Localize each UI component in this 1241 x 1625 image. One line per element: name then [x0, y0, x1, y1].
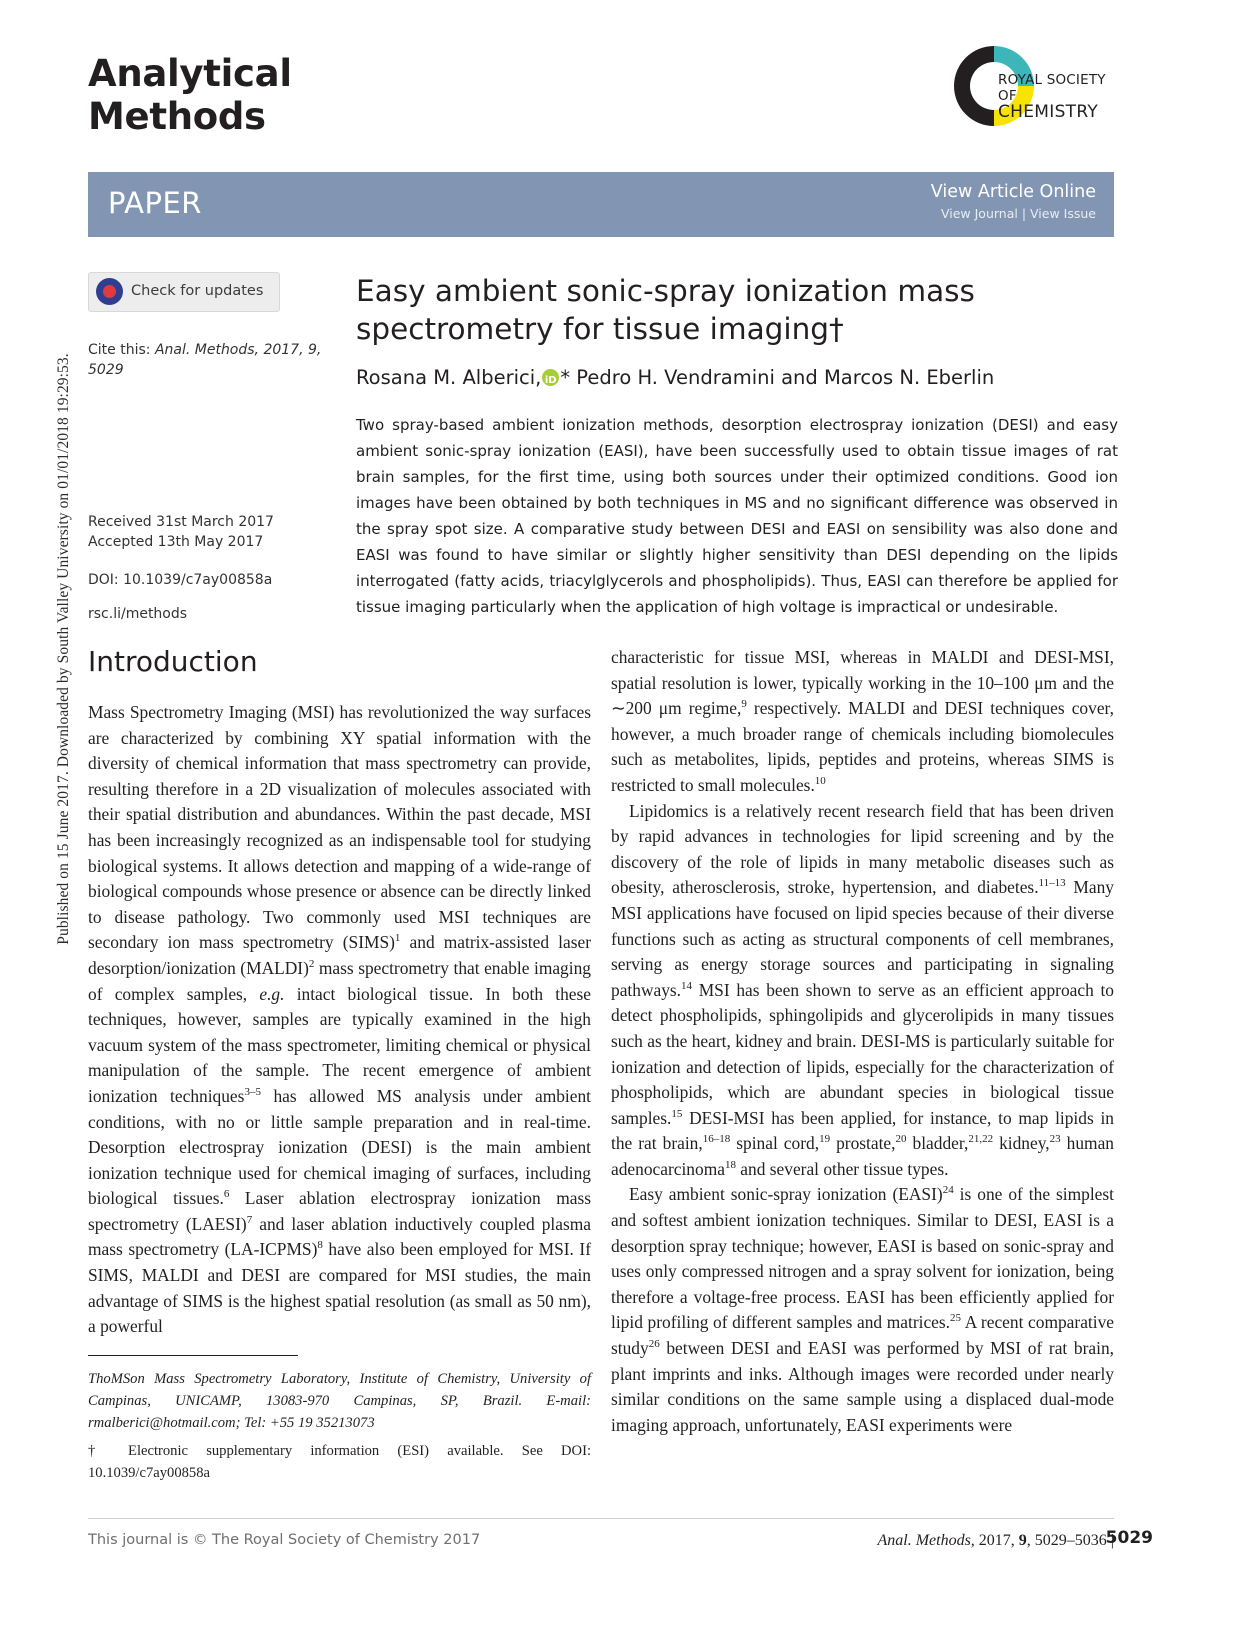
rsc-li-link[interactable]: rsc.li/methods — [88, 606, 188, 622]
paper-type-bar — [88, 172, 1114, 237]
journal-title-line2: Methods — [88, 95, 266, 138]
cite-this-value: Anal. Methods, 2017, 9, 5029 — [88, 342, 322, 378]
footer-copyright: This journal is © The Royal Society of Chemistry 2017 — [88, 1532, 481, 1548]
body-column-right — [611, 645, 1114, 1438]
links-separator: | — [1021, 206, 1027, 221]
view-article-online-link[interactable]: View Article Online — [930, 182, 1096, 202]
paper-type-label: PAPER — [108, 186, 202, 220]
orcid-icon[interactable] — [542, 369, 559, 386]
abstract-text: Two spray-based ambient ionization methods, desorption electrospray ionization (DESI) and easy ambient sonic-spray ionization (EASI), have been successfully used to obtain tissue images of rat brain samples, for the first time, using both sources under their optimized conditions. Good ion images have been obtained by both techniques in MS and no significant difference was observed in the spray spot size. A comparative study between DESI and EASI on sensibility was also done and EASI was found to have similar or slightly higher sensitivity than DESI depending on the lipids interrogated (fatty acids, triacylglycerols and phospholipids). Thus, EASI can therefore be applied for tissue imaging particularly when the application of high voltage is impractical or undesirable. — [356, 416, 1118, 616]
check-for-updates-badge[interactable] — [88, 272, 280, 312]
rsc-logo-line1: ROYAL SOCIETY — [998, 72, 1106, 88]
download-watermark: Published on 15 June 2017. Downloaded by South Valley University on 01/01/2018 19:29:53. — [55, 353, 72, 945]
page-title: Easy ambient sonic-spray ionization mass spectrometry for tissue imaging† — [356, 274, 975, 346]
received-date: Received 31st March 2017 — [88, 514, 274, 530]
crossmark-icon — [96, 278, 123, 305]
view-article-online-block[interactable] — [931, 182, 1096, 221]
section-heading-introduction: Introduction — [88, 645, 258, 678]
doi-line[interactable]: DOI: 10.1039/c7ay00858a — [88, 572, 273, 588]
author-list — [356, 365, 1116, 391]
authors-pre: Rosana M. Alberici, — [356, 366, 542, 389]
esi-footnote: † Electronic supplementary information (ESI) available. See DOI: 10.1039/c7ay00858a — [88, 1443, 591, 1481]
cite-this-prefix: Cite this: — [88, 342, 151, 358]
rsc-logo-line2: OF — [998, 88, 1017, 104]
footer-journal: Anal. Methods, — [877, 1532, 975, 1549]
footer-year: 2017, — [974, 1532, 1019, 1549]
affiliation-footnote: ThoMSon Mass Spectrometry Laboratory, Institute of Chemistry, University of Campinas, UNICAMP, 13083-970 Campinas, SP, Brazil. E-mail: rmalberici@hotmail.com; Tel: +55 19 35213073 — [88, 1371, 591, 1431]
paragraph: characteristic for tissue MSI, whereas in MALDI and DESI-MSI, spatial resolution is lower, typically working in the 10–100 μm and the ∼200 μm regime,$^9$ respectively. MALDI and DESI techniques cover, however, a much broader range of chemicals including biomolecules such as metabolites, lipids, peptides and proteins, whereas SIMS is restricted to small molecules.$^{10}$ — [611, 647, 1114, 795]
view-journal-link[interactable]: View Journal — [940, 206, 1018, 221]
journal-masthead — [88, 52, 292, 138]
rsc-logo — [950, 36, 1122, 140]
body-column-left — [88, 700, 591, 1340]
page-number: 5029 — [1105, 1528, 1153, 1548]
view-issue-link[interactable]: View Issue — [1030, 206, 1096, 221]
cite-this — [88, 340, 348, 380]
rsc-logo-line3: CHEMISTRY — [998, 102, 1099, 122]
view-journal-issue-links[interactable] — [931, 206, 1096, 221]
footer-pages: , 5029–5036 | — [1026, 1532, 1114, 1549]
received-accepted-dates — [88, 512, 318, 552]
paragraph: Mass Spectrometry Imaging (MSI) has revolutionized the way surfaces are characterized by combining XY spatial information with the diversity of chemical information that mass spectrometry can provide, resulting therefore in a 2D visualization of molecules associated with their spatial distribution and abundances. Within the past decade, MSI has been increasingly recognized as an indispensable tool for studying biological systems. It allows detection and mapping of a wide-range of biological compounds whose presence or absence can be directly linked to disease pathology. Two commonly used MSI techniques are secondary ion mass spectrometry (SIMS)$^1$ and matrix-assisted laser desorption/ionization (MALDI)$^2$ mass spectrometry that enable imaging of complex samples, e.g. intact biological tissue. In both these techniques, however, samples are typically examined in the high vacuum system of the mass spectrometer, limiting chemical or physical manipulation of the sample. The recent emergence of ambient ionization techniques$^{3-5}$ has allowed MS analysis under ambient conditions, with no or little sample preparation and in real-time. Desorption electrospray ionization (DESI) is the main ambient ionization technique used for chemical imaging of surfaces, including biological tissues.$^6$ Laser ablation electrospray ionization mass spectrometry (LAESI)$^7$ and laser ablation inductively coupled plasma mass spectrometry (LA-ICPMS)$^8$ have also been employed for MSI. If SIMS, MALDI and DESI are compared for MSI studies, the main advantage of SIMS is the highest spatial resolution (as small as 50 nm), a powerful — [88, 702, 591, 1337]
footnote-block — [88, 1368, 591, 1490]
paragraph: Easy ambient sonic-spray ionization (EASI)$^{24}$ is one of the simplest and softest ambient ionization techniques. Similar to DESI, EASI is a desorption spray technique; however, EASI is based on sonic-spray and uses only compressed nitrogen and a spray solvent for ionization, being therefore a voltage-free process. EASI has been efficiently applied for lipid profiling of different samples and matrices.$^{25}$ A recent comparative study$^{26}$ between DESI and EASI was performed by MSI of rat brain, plant imprints and inks. Although images were recorded under nearly similar conditions on the same sample using a displaced dual-mode imaging approach, unfortunately, EASI experiments were — [611, 1184, 1114, 1435]
footer-divider — [88, 1518, 1114, 1519]
check-for-updates-label: Check for updates — [131, 283, 264, 299]
paragraph: Lipidomics is a relatively recent research field that has been driven by rapid advances in technologies for lipid screening and by the discovery of the role of lipids in many metabolic diseases such as obesity, atherosclerosis, stroke, hypertension, and diabetes.$^{11-13}$ Many MSI applications have focused on lipid species because of their diverse functions such as acting as structural components of cell membranes, serving as energy storage sources and participating in signaling pathways.$^{14}$ MSI has been shown to serve as an efficient approach to detect phospholipids, sphingolipids and glycerolipids in many tissues such as the heart, kidney and brain. DESI-MS is particularly suitable for ionization and detection of lipids, especially for the characterization of phospholipids, which are abundant species in biological tissue samples.$^{15}$ DESI-MSI has been applied, for instance, to map lipids in the rat brain,$^{16-18}$ spinal cord,$^{19}$ prostate,$^{20}$ bladder,$^{21,22}$ kidney,$^{23}$ human adenocarcinoma$^{18}$ and several other tissue types. — [611, 800, 1115, 1179]
footer-citation — [877, 1532, 1114, 1550]
footer-volume: 9 — [1018, 1532, 1027, 1549]
accepted-date: Accepted 13th May 2017 — [88, 534, 264, 550]
authors-post: * Pedro H. Vendramini and Marcos N. Eberlin — [560, 366, 995, 389]
footnote-divider — [88, 1355, 298, 1356]
journal-title-line1: Analytical — [88, 52, 292, 95]
